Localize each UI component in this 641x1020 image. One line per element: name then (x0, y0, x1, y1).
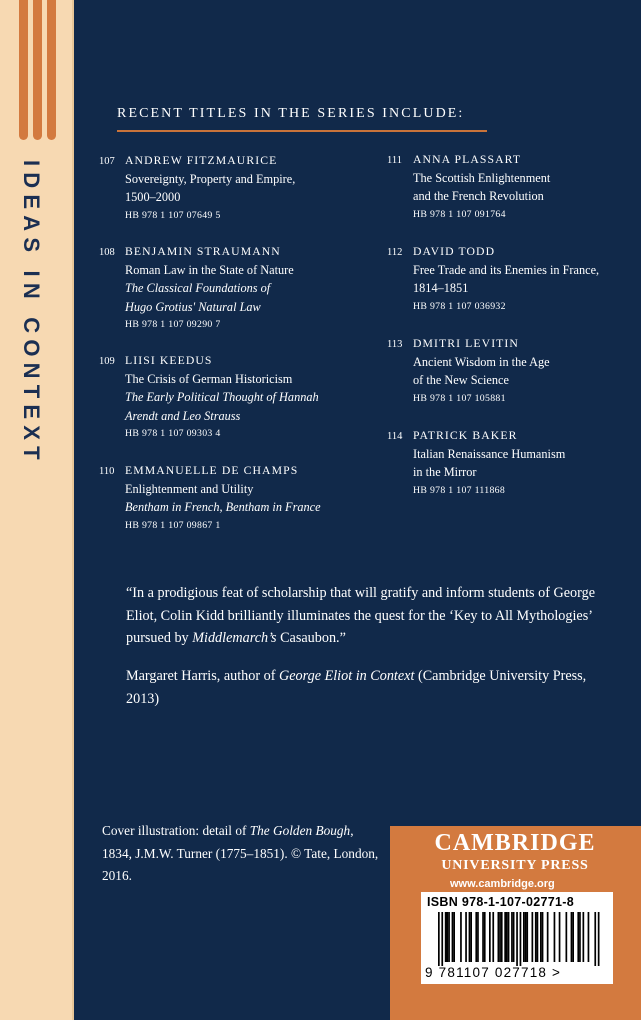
book-title: Italian Renaissance Humanism (413, 447, 566, 462)
barcode-bar (588, 912, 590, 962)
barcode-bar (579, 912, 581, 962)
book-subtitle: The Classical Foundations of (125, 281, 271, 296)
barcode-bar (572, 912, 574, 962)
book-spine (0, 0, 74, 1020)
barcode-bar (516, 912, 518, 966)
series-title-vertical: IDEAS IN CONTEXT (19, 160, 44, 466)
heading-rule (117, 130, 487, 132)
barcode-bar (537, 912, 539, 962)
series-entry (387, 427, 566, 500)
barcode-bar (598, 912, 600, 966)
barcode-bar (526, 912, 528, 962)
barcode-bar (540, 912, 542, 962)
barcode-bar (441, 912, 443, 966)
book-subtitle: Hugo Grotius' Natural Law (125, 299, 261, 314)
barcode-bar (566, 912, 568, 962)
series-number: 107 (99, 156, 115, 167)
book-title: Sovereignty, Property and Empire, (125, 172, 296, 187)
barcode-bar (499, 912, 501, 962)
barcode-bar (484, 912, 486, 962)
series-entry (99, 152, 296, 225)
publisher-subname: UNIVERSITY PRESS (441, 858, 589, 873)
spine-stripe (19, 0, 28, 140)
barcode-bar (542, 912, 544, 962)
barcode-bar (583, 912, 585, 962)
series-number: 108 (99, 247, 115, 258)
publisher-name: CAMBRIDGE (434, 830, 596, 856)
barcode-bar (525, 912, 527, 962)
barcode-bar (445, 912, 447, 962)
book-title: 1814–1851 (413, 281, 469, 296)
spine-stripe (47, 0, 56, 140)
book-isbn: HB 978 1 107 105881 (413, 392, 506, 404)
book-isbn: HB 978 1 107 111868 (413, 484, 506, 496)
book-title: The Scottish Enlightenment (413, 171, 551, 186)
series-entry (387, 335, 550, 408)
series-entry (99, 243, 294, 334)
book-isbn: HB 978 1 107 036932 (413, 300, 506, 312)
book-title: Free Trade and its Enemies in France, (413, 263, 600, 278)
book-author: PATRICK BAKER (413, 429, 518, 442)
barcode-bar (470, 912, 472, 962)
barcode-bar (559, 912, 561, 962)
book-title: of the New Science (413, 373, 509, 388)
barcode-bar (532, 912, 534, 962)
barcode-bar (554, 912, 556, 962)
barcode-bar (465, 912, 467, 962)
barcode-bar (506, 912, 508, 962)
barcode-digits: 9 781107 027718 > (425, 965, 562, 980)
barcode-box (421, 892, 613, 984)
barcode-bar (469, 912, 471, 962)
cover-credit (102, 820, 382, 888)
barcode-bar (523, 912, 525, 962)
book-subtitle: Arendt and Leo Strauss (125, 408, 241, 423)
book-author: BENJAMIN STRAUMANN (125, 245, 281, 258)
series-number: 112 (387, 247, 403, 258)
book-isbn: HB 978 1 107 07649 5 (125, 209, 221, 221)
book-title: Ancient Wisdom in the Age (413, 355, 550, 370)
series-entry (99, 352, 319, 443)
barcode-bar (438, 912, 440, 966)
review-quote (126, 582, 626, 650)
series-entry (99, 462, 321, 535)
barcode-bar (535, 912, 537, 962)
book-title: and the French Revolution (413, 189, 544, 204)
barcode-bar (571, 912, 573, 962)
book-subtitle: The Early Political Thought of Hannah (125, 390, 319, 405)
barcode-bar (577, 912, 579, 962)
book-title: The Crisis of German Historicism (125, 372, 293, 387)
barcode-bar (498, 912, 500, 962)
book-author: DAVID TODD (413, 245, 496, 258)
book-isbn: HB 978 1 107 09867 1 (125, 519, 221, 531)
publisher-url: www.cambridge.org (450, 878, 555, 890)
quote-attribution (126, 665, 596, 710)
book-title: 1500–2000 (125, 190, 181, 205)
barcode-bar (477, 912, 479, 962)
series-heading: RECENT TITLES IN THE SERIES INCLUDE: (117, 106, 465, 121)
book-isbn: HB 978 1 107 09303 4 (125, 427, 221, 439)
barcode-bar (460, 912, 462, 962)
barcode-bar (453, 912, 455, 962)
attribution-text-end: (Cambridge University Press, 2013) (126, 668, 587, 707)
book-author: DMITRI LEVITIN (413, 337, 519, 350)
barcode-bar (513, 912, 515, 962)
book-author: ANNA PLASSART (413, 153, 522, 166)
barcode-bar (520, 912, 522, 966)
book-isbn: HB 978 1 107 09290 7 (125, 318, 221, 330)
barcode-bar (452, 912, 454, 962)
barcode-bar (448, 912, 450, 962)
quote-text-end: Casaubon.” (276, 630, 346, 646)
series-number: 110 (99, 466, 115, 477)
quote-italic: Middlemarch’s (192, 630, 277, 646)
book-title: Roman Law in the State of Nature (125, 263, 294, 278)
series-number: 109 (99, 356, 115, 367)
cover-credit-italic: The Golden Bough (249, 823, 351, 838)
book-subtitle: Bentham in French, Bentham in France (125, 500, 321, 515)
barcode-bar (508, 912, 510, 962)
cover-credit-text: Cover illustration: detail of (102, 823, 250, 838)
barcode-bar (489, 912, 491, 962)
series-entry (387, 243, 600, 316)
attribution-text: Margaret Harris, author of (126, 668, 279, 684)
barcode-bar (492, 912, 494, 962)
book-title: Enlightenment and Utility (125, 482, 254, 497)
series-number: 113 (387, 339, 403, 350)
barcode-bar (501, 912, 503, 962)
barcode-bar (475, 912, 477, 962)
quote-text: “In a prodigious feat of scholarship that will gratify and inform students of George Eliot, Colin Kidd brilliantly illuminates the quest for the ‘Key to All Mythologies’ pursued by (126, 585, 595, 646)
series-number: 114 (387, 431, 403, 442)
isbn-label: ISBN 978-1-107-02771-8 (427, 895, 574, 909)
barcode-bar (447, 912, 449, 962)
barcode-bar (594, 912, 596, 966)
book-author: ANDREW FITZMAURICE (125, 154, 278, 167)
barcode-bar (511, 912, 513, 962)
book-author: EMMANUELLE DE CHAMPS (125, 464, 299, 477)
barcode-bar (482, 912, 484, 962)
barcode-bar (547, 912, 549, 962)
series-number: 111 (387, 155, 402, 166)
book-title: in the Mirror (413, 465, 477, 480)
series-entry (387, 151, 551, 224)
spine-stripe (33, 0, 42, 140)
barcode-bar (504, 912, 506, 962)
cover-credit-text-end: , 1834, J.M.W. Turner (1775–1851). © Tate, London, 2016. (102, 823, 379, 883)
attribution-italic: George Eliot in Context (279, 668, 415, 684)
book-author: LIISI KEEDUS (125, 354, 213, 367)
book-isbn: HB 978 1 107 091764 (413, 208, 506, 220)
